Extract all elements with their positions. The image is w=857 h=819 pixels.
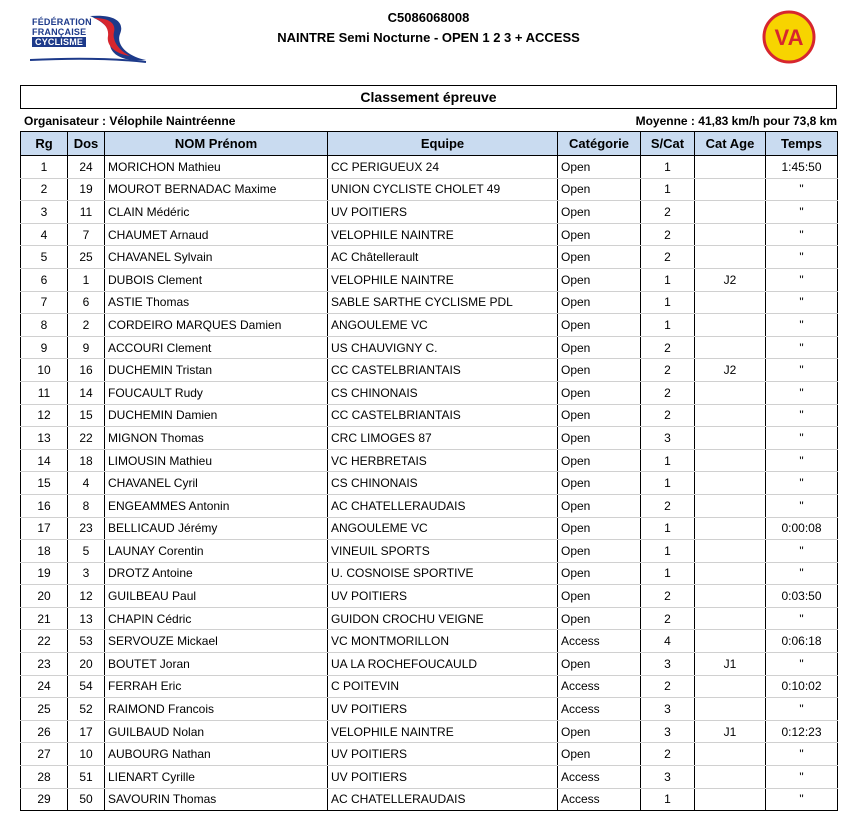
time-cell: " xyxy=(766,562,838,585)
event-code: C5086068008 xyxy=(387,10,470,25)
sub-category-cell: 1 xyxy=(641,540,695,563)
age-category-cell: J2 xyxy=(695,359,766,382)
bib-cell: 24 xyxy=(68,156,105,179)
category-cell: Access xyxy=(558,630,641,653)
rank-cell: 2 xyxy=(21,178,68,201)
rank-cell: 9 xyxy=(21,336,68,359)
table-row xyxy=(21,291,838,314)
age-category-cell xyxy=(695,766,766,789)
rider-name-cell: MOUROT BERNADAC Maxime xyxy=(105,178,328,201)
category-cell: Open xyxy=(558,540,641,563)
bib-cell: 6 xyxy=(68,291,105,314)
sub-category-cell: 2 xyxy=(641,381,695,404)
team-cell: CS CHINONAIS xyxy=(328,381,558,404)
bib-cell: 54 xyxy=(68,675,105,698)
time-cell: " xyxy=(766,178,838,201)
time-cell: " xyxy=(766,291,838,314)
rider-name-cell: CHAVANEL Sylvain xyxy=(105,246,328,269)
time-cell: " xyxy=(766,653,838,676)
team-cell: CC CASTELBRIANTAIS xyxy=(328,404,558,427)
age-category-cell: J1 xyxy=(695,653,766,676)
sub-category-cell: 2 xyxy=(641,585,695,608)
rank-cell: 21 xyxy=(21,607,68,630)
sub-category-cell: 1 xyxy=(641,472,695,495)
rank-cell: 17 xyxy=(21,517,68,540)
rank-cell: 15 xyxy=(21,472,68,495)
bib-cell: 3 xyxy=(68,562,105,585)
bib-cell: 51 xyxy=(68,766,105,789)
sub-category-cell: 1 xyxy=(641,562,695,585)
time-cell: " xyxy=(766,336,838,359)
header-row xyxy=(21,132,838,156)
sub-category-cell: 2 xyxy=(641,359,695,382)
va-logo-text: VA xyxy=(774,25,804,50)
table-row xyxy=(21,720,838,743)
time-cell: 0:03:50 xyxy=(766,585,838,608)
col-categorie: Catégorie xyxy=(558,132,641,156)
category-cell: Access xyxy=(558,788,641,811)
table-row xyxy=(21,449,838,472)
rider-name-cell: ACCOURI Clement xyxy=(105,336,328,359)
ffc-line3: CYCLISME xyxy=(32,37,86,47)
table-row xyxy=(21,698,838,721)
time-cell: " xyxy=(766,788,838,811)
time-cell: 0:06:18 xyxy=(766,630,838,653)
category-cell: Open xyxy=(558,178,641,201)
rank-cell: 28 xyxy=(21,766,68,789)
category-cell: Open xyxy=(558,427,641,450)
rank-cell: 3 xyxy=(21,201,68,224)
age-category-cell xyxy=(695,788,766,811)
category-cell: Open xyxy=(558,562,641,585)
rider-name-cell: ENGEAMMES Antonin xyxy=(105,494,328,517)
category-cell: Open xyxy=(558,336,641,359)
category-cell: Open xyxy=(558,381,641,404)
sub-category-cell: 3 xyxy=(641,427,695,450)
rider-name-cell: ASTIE Thomas xyxy=(105,291,328,314)
ffc-line2: FRANÇAISE xyxy=(32,27,87,37)
age-category-cell xyxy=(695,675,766,698)
time-cell: 0:10:02 xyxy=(766,675,838,698)
table-row xyxy=(21,766,838,789)
rider-name-cell: GUILBEAU Paul xyxy=(105,585,328,608)
sub-category-cell: 2 xyxy=(641,246,695,269)
sub-category-cell: 2 xyxy=(641,607,695,630)
rank-cell: 8 xyxy=(21,314,68,337)
time-cell: " xyxy=(766,359,838,382)
bib-cell: 25 xyxy=(68,246,105,269)
sub-category-cell: 1 xyxy=(641,178,695,201)
col-scat: S/Cat xyxy=(641,132,695,156)
category-cell: Open xyxy=(558,291,641,314)
bib-cell: 13 xyxy=(68,607,105,630)
sub-category-cell: 2 xyxy=(641,201,695,224)
time-cell: " xyxy=(766,381,838,404)
team-cell: UA LA ROCHEFOUCAULD xyxy=(328,653,558,676)
team-cell: VINEUIL SPORTS xyxy=(328,540,558,563)
table-row xyxy=(21,607,838,630)
category-cell: Open xyxy=(558,720,641,743)
sub-category-cell: 1 xyxy=(641,788,695,811)
organizer: Organisateur : Vélophile Naintréenne xyxy=(24,114,236,128)
rank-cell: 6 xyxy=(21,268,68,291)
ranking-title: Classement épreuve xyxy=(20,85,837,109)
rank-cell: 16 xyxy=(21,494,68,517)
table-row xyxy=(21,201,838,224)
bib-cell: 2 xyxy=(68,314,105,337)
rider-name-cell: FERRAH Eric xyxy=(105,675,328,698)
age-category-cell xyxy=(695,336,766,359)
team-cell: UV POITIERS xyxy=(328,201,558,224)
age-category-cell xyxy=(695,585,766,608)
age-category-cell xyxy=(695,743,766,766)
rider-name-cell: BELLICAUD Jérémy xyxy=(105,517,328,540)
category-cell: Access xyxy=(558,698,641,721)
team-cell: UV POITIERS xyxy=(328,766,558,789)
rank-cell: 29 xyxy=(21,788,68,811)
rider-name-cell: CHAPIN Cédric xyxy=(105,607,328,630)
time-cell: " xyxy=(766,766,838,789)
bib-cell: 17 xyxy=(68,720,105,743)
rank-cell: 23 xyxy=(21,653,68,676)
rank-cell: 7 xyxy=(21,291,68,314)
table-row xyxy=(21,314,838,337)
category-cell: Open xyxy=(558,156,641,179)
time-cell: " xyxy=(766,449,838,472)
time-cell: " xyxy=(766,494,838,517)
table-row xyxy=(21,427,838,450)
bib-cell: 53 xyxy=(68,630,105,653)
bib-cell: 9 xyxy=(68,336,105,359)
time-cell: 0:00:08 xyxy=(766,517,838,540)
team-cell: VC HERBRETAIS xyxy=(328,449,558,472)
bib-cell: 12 xyxy=(68,585,105,608)
col-rg: Rg xyxy=(21,132,68,156)
age-category-cell xyxy=(695,156,766,179)
va-logo-circle xyxy=(762,10,816,64)
rider-name-cell: DUCHEMIN Damien xyxy=(105,404,328,427)
sub-category-cell: 3 xyxy=(641,698,695,721)
table-row xyxy=(21,517,838,540)
team-cell: UV POITIERS xyxy=(328,698,558,721)
rank-cell: 13 xyxy=(21,427,68,450)
bib-cell: 7 xyxy=(68,223,105,246)
table-row xyxy=(21,178,838,201)
team-cell: ANGOULEME VC xyxy=(328,314,558,337)
time-cell: " xyxy=(766,404,838,427)
rank-cell: 5 xyxy=(21,246,68,269)
rider-name-cell: LAUNAY Corentin xyxy=(105,540,328,563)
rank-cell: 22 xyxy=(21,630,68,653)
results-table xyxy=(20,131,838,811)
team-cell: VELOPHILE NAINTRE xyxy=(328,223,558,246)
rider-name-cell: DROTZ Antoine xyxy=(105,562,328,585)
time-cell: " xyxy=(766,607,838,630)
rank-cell: 18 xyxy=(21,540,68,563)
rider-name-cell: CHAUMET Arnaud xyxy=(105,223,328,246)
table-row xyxy=(21,494,838,517)
rider-name-cell: MORICHON Mathieu xyxy=(105,156,328,179)
team-cell: AC CHATELLERAUDAIS xyxy=(328,494,558,517)
table-row xyxy=(21,404,838,427)
team-cell: CS CHINONAIS xyxy=(328,472,558,495)
rider-name-cell: LIENART Cyrille xyxy=(105,766,328,789)
table-row xyxy=(21,585,838,608)
table-row xyxy=(21,223,838,246)
category-cell: Open xyxy=(558,314,641,337)
category-cell: Open xyxy=(558,472,641,495)
category-cell: Open xyxy=(558,494,641,517)
rank-cell: 12 xyxy=(21,404,68,427)
bib-cell: 16 xyxy=(68,359,105,382)
col-equipe: Equipe xyxy=(328,132,558,156)
bib-cell: 18 xyxy=(68,449,105,472)
age-category-cell xyxy=(695,472,766,495)
results-body xyxy=(21,156,838,811)
age-category-cell xyxy=(695,449,766,472)
rider-name-cell: CHAVANEL Cyril xyxy=(105,472,328,495)
team-cell: VELOPHILE NAINTRE xyxy=(328,720,558,743)
bib-cell: 1 xyxy=(68,268,105,291)
time-cell: " xyxy=(766,201,838,224)
team-cell: UNION CYCLISTE CHOLET 49 xyxy=(328,178,558,201)
sub-category-cell: 4 xyxy=(641,630,695,653)
age-category-cell xyxy=(695,201,766,224)
time-cell: " xyxy=(766,427,838,450)
category-cell: Open xyxy=(558,607,641,630)
category-cell: Open xyxy=(558,246,641,269)
time-cell: " xyxy=(766,540,838,563)
team-cell: VC MONTMORILLON xyxy=(328,630,558,653)
table-row xyxy=(21,246,838,269)
category-cell: Open xyxy=(558,223,641,246)
rank-cell: 24 xyxy=(21,675,68,698)
team-cell: ANGOULEME VC xyxy=(328,517,558,540)
time-cell: " xyxy=(766,743,838,766)
team-cell: US CHAUVIGNY C. xyxy=(328,336,558,359)
bib-cell: 10 xyxy=(68,743,105,766)
bib-cell: 8 xyxy=(68,494,105,517)
sub-category-cell: 2 xyxy=(641,404,695,427)
age-category-cell: J2 xyxy=(695,268,766,291)
rider-name-cell: MIGNON Thomas xyxy=(105,427,328,450)
event-title: NAINTRE Semi Nocturne - OPEN 1 2 3 + ACCESS xyxy=(277,30,580,45)
time-cell: " xyxy=(766,246,838,269)
age-category-cell xyxy=(695,630,766,653)
rank-cell: 27 xyxy=(21,743,68,766)
age-category-cell xyxy=(695,223,766,246)
age-category-cell xyxy=(695,698,766,721)
rider-name-cell: CLAIN Médéric xyxy=(105,201,328,224)
sub-category-cell: 1 xyxy=(641,268,695,291)
table-row xyxy=(21,630,838,653)
rank-cell: 19 xyxy=(21,562,68,585)
sub-category-cell: 1 xyxy=(641,291,695,314)
rider-name-cell: FOUCAULT Rudy xyxy=(105,381,328,404)
bib-cell: 14 xyxy=(68,381,105,404)
age-category-cell xyxy=(695,540,766,563)
rider-name-cell: SAVOURIN Thomas xyxy=(105,788,328,811)
rider-name-cell: SERVOUZE Mickael xyxy=(105,630,328,653)
bib-cell: 15 xyxy=(68,404,105,427)
time-cell: " xyxy=(766,314,838,337)
time-cell: " xyxy=(766,223,838,246)
sub-category-cell: 3 xyxy=(641,766,695,789)
rider-name-cell: RAIMOND Francois xyxy=(105,698,328,721)
rider-name-cell: BOUTET Joran xyxy=(105,653,328,676)
team-cell: UV POITIERS xyxy=(328,585,558,608)
rider-name-cell: DUCHEMIN Tristan xyxy=(105,359,328,382)
bib-cell: 11 xyxy=(68,201,105,224)
age-category-cell xyxy=(695,178,766,201)
age-category-cell xyxy=(695,517,766,540)
category-cell: Open xyxy=(558,201,641,224)
team-cell: CC CASTELBRIANTAIS xyxy=(328,359,558,382)
table-row xyxy=(21,359,838,382)
sub-category-cell: 2 xyxy=(641,336,695,359)
time-cell: 0:12:23 xyxy=(766,720,838,743)
category-cell: Open xyxy=(558,449,641,472)
age-category-cell: J1 xyxy=(695,720,766,743)
category-cell: Open xyxy=(558,653,641,676)
table-row xyxy=(21,381,838,404)
team-cell: VELOPHILE NAINTRE xyxy=(328,268,558,291)
rider-name-cell: GUILBAUD Nolan xyxy=(105,720,328,743)
category-cell: Open xyxy=(558,743,641,766)
team-cell: AC Châtellerault xyxy=(328,246,558,269)
age-category-cell xyxy=(695,404,766,427)
time-cell: 1:45:50 xyxy=(766,156,838,179)
table-row xyxy=(21,336,838,359)
age-category-cell xyxy=(695,607,766,630)
average-speed: Moyenne : 41,83 km/h pour 73,8 km xyxy=(635,114,837,128)
age-category-cell xyxy=(695,562,766,585)
rank-cell: 20 xyxy=(21,585,68,608)
age-category-cell xyxy=(695,494,766,517)
age-category-cell xyxy=(695,246,766,269)
rank-cell: 14 xyxy=(21,449,68,472)
category-cell: Access xyxy=(558,675,641,698)
table-row xyxy=(21,788,838,811)
table-row xyxy=(21,472,838,495)
bib-cell: 5 xyxy=(68,540,105,563)
rank-cell: 4 xyxy=(21,223,68,246)
col-nom: NOM Prénom xyxy=(105,132,328,156)
category-cell: Open xyxy=(558,404,641,427)
table-row xyxy=(21,268,838,291)
category-cell: Open xyxy=(558,517,641,540)
team-cell: CRC LIMOGES 87 xyxy=(328,427,558,450)
ffc-line1: FÉDÉRATION xyxy=(32,17,92,27)
sub-category-cell: 2 xyxy=(641,743,695,766)
bib-cell: 52 xyxy=(68,698,105,721)
table-row xyxy=(21,540,838,563)
team-cell: UV POITIERS xyxy=(328,743,558,766)
sub-category-cell: 2 xyxy=(641,494,695,517)
sub-category-cell: 2 xyxy=(641,675,695,698)
category-cell: Open xyxy=(558,585,641,608)
sub-category-cell: 3 xyxy=(641,720,695,743)
rank-cell: 25 xyxy=(21,698,68,721)
sub-category-cell: 1 xyxy=(641,156,695,179)
bib-cell: 4 xyxy=(68,472,105,495)
team-cell: AC CHATELLERAUDAIS xyxy=(328,788,558,811)
age-category-cell xyxy=(695,381,766,404)
team-cell: U. COSNOISE SPORTIVE xyxy=(328,562,558,585)
age-category-cell xyxy=(695,291,766,314)
time-cell: " xyxy=(766,268,838,291)
rider-name-cell: AUBOURG Nathan xyxy=(105,743,328,766)
rider-name-cell: LIMOUSIN Mathieu xyxy=(105,449,328,472)
col-dos: Dos xyxy=(68,132,105,156)
time-cell: " xyxy=(766,698,838,721)
bib-cell: 50 xyxy=(68,788,105,811)
bib-cell: 23 xyxy=(68,517,105,540)
sub-category-cell: 1 xyxy=(641,449,695,472)
rider-name-cell: DUBOIS Clement xyxy=(105,268,328,291)
rank-cell: 11 xyxy=(21,381,68,404)
bib-cell: 20 xyxy=(68,653,105,676)
sub-category-cell: 1 xyxy=(641,517,695,540)
bib-cell: 19 xyxy=(68,178,105,201)
table-row xyxy=(21,653,838,676)
rank-cell: 26 xyxy=(21,720,68,743)
category-cell: Open xyxy=(558,268,641,291)
col-temps: Temps xyxy=(766,132,838,156)
table-row xyxy=(21,675,838,698)
team-cell: CC PERIGUEUX 24 xyxy=(328,156,558,179)
team-cell: SABLE SARTHE CYCLISME PDL xyxy=(328,291,558,314)
sub-category-cell: 1 xyxy=(641,314,695,337)
table-row xyxy=(21,562,838,585)
va-logo xyxy=(762,10,816,64)
time-cell: " xyxy=(766,472,838,495)
rider-name-cell: CORDEIRO MARQUES Damien xyxy=(105,314,328,337)
table-row xyxy=(21,743,838,766)
rank-cell: 10 xyxy=(21,359,68,382)
category-cell: Open xyxy=(558,359,641,382)
team-cell: C POITEVIN xyxy=(328,675,558,698)
col-catage: Cat Age xyxy=(695,132,766,156)
team-cell: GUIDON CROCHU VEIGNE xyxy=(328,607,558,630)
rank-cell: 1 xyxy=(21,156,68,179)
table-row xyxy=(21,156,838,179)
sub-category-cell: 3 xyxy=(641,653,695,676)
age-category-cell xyxy=(695,427,766,450)
bib-cell: 22 xyxy=(68,427,105,450)
category-cell: Access xyxy=(558,766,641,789)
age-category-cell xyxy=(695,314,766,337)
sub-category-cell: 2 xyxy=(641,223,695,246)
